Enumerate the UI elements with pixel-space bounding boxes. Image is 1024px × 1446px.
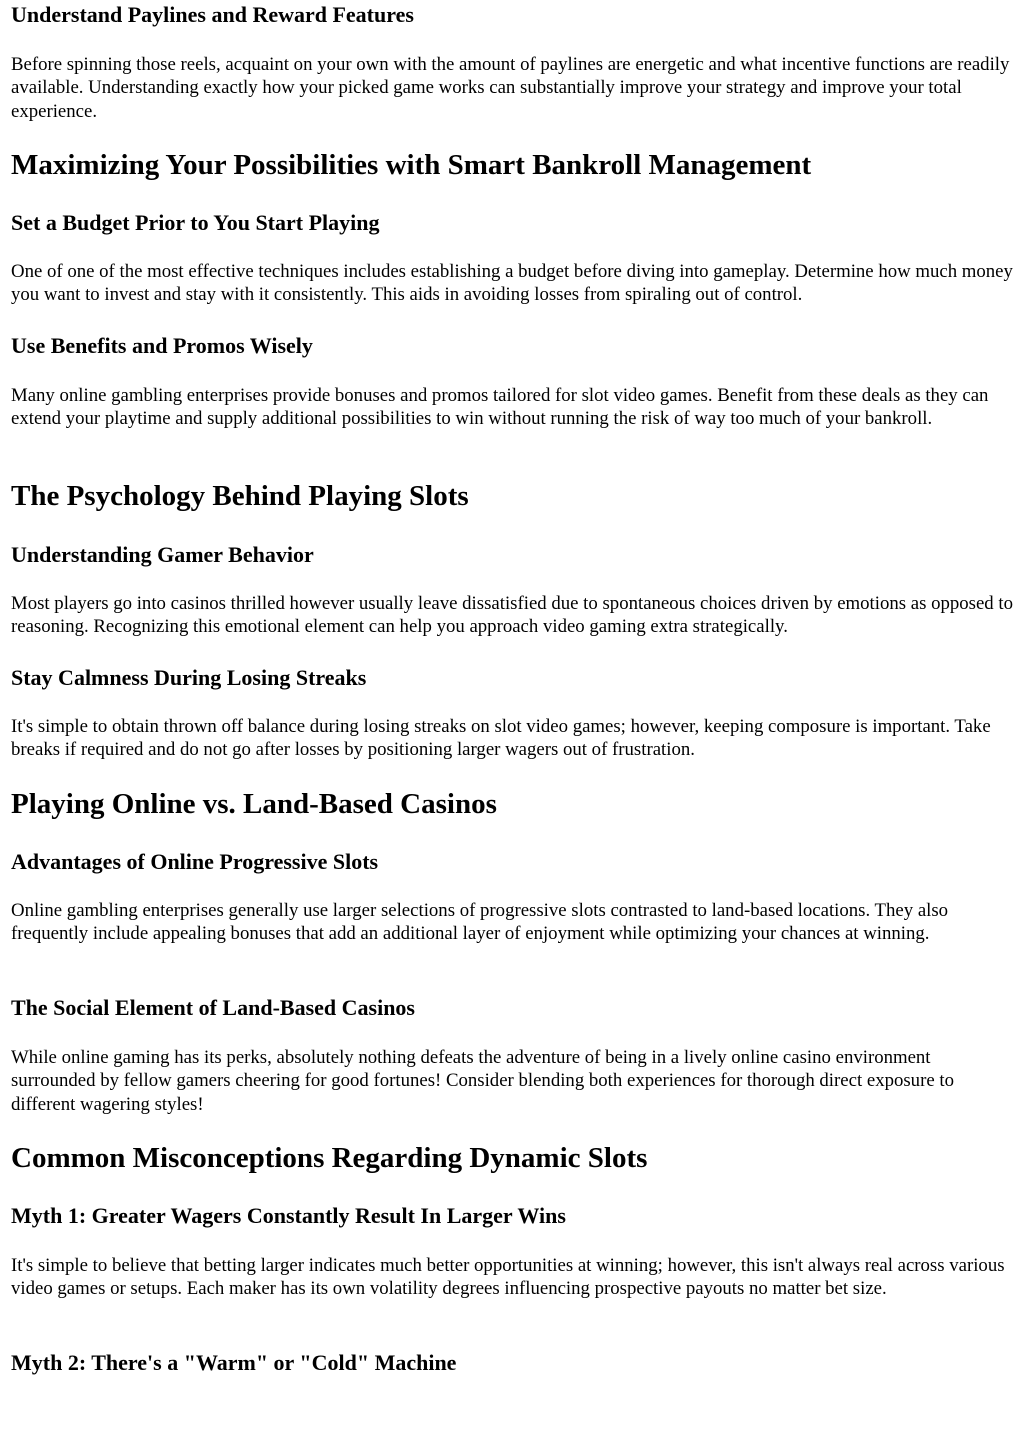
paragraph-myth-1: It's simple to believe that betting larger indicates much better opportunities at winning; however, this isn't always real across various video games or setups. Each maker has its own volatility degrees influencing prospective payouts no matter bet size.	[11, 1255, 1005, 1300]
section-heading-budget: Set a Budget Prior to You Start Playing	[11, 210, 380, 235]
section-heading-losing-streaks: Stay Calmness During Losing Streaks	[11, 665, 367, 690]
paragraph-promos: Many online gambling enterprises provide bonuses and promos tailored for slot video games. Benefit from these deals as they can extend your playtime and supply additional possibilities to win without running the risk of way too much of your bankroll.	[11, 385, 989, 430]
chapter-heading-bankroll: Maximizing Your Possibilities with Smart Bankroll Management	[11, 149, 812, 181]
chapter-heading-misconceptions: Common Misconceptions Regarding Dynamic Slots	[11, 1142, 648, 1174]
paragraph-gamer-behavior: Most players go into casinos thrilled however usually leave dissatisfied due to spontaneous choices driven by emotions as opposed to reasoning. Recognizing this emotional element can help you approach video gaming extra strategically.	[11, 593, 1013, 638]
section-heading-myth-1: Myth 1: Greater Wagers Constantly Result In Larger Wins	[11, 1203, 566, 1228]
chapter-heading-psychology: The Psychology Behind Playing Slots	[11, 480, 469, 512]
paragraph-paylines: Before spinning those reels, acquaint on your own with the amount of paylines are energetic and what incentive functions are readily available. Understanding exactly how your picked game works can substantially improve your strategy and improve your total experience.	[11, 54, 1010, 122]
section-heading-promos: Use Benefits and Promos Wisely	[11, 333, 313, 358]
paragraph-losing-streaks: It's simple to obtain thrown off balance during losing streaks on slot video games; however, keeping composure is important. Take breaks if required and do not go after losses by positioning larger wagers out of frustration.	[11, 716, 991, 761]
section-heading-myth-2: Myth 2: There's a "Warm" or "Cold" Machine	[11, 1350, 457, 1375]
chapter-heading-online-vs-land: Playing Online vs. Land-Based Casinos	[11, 788, 497, 820]
paragraph-online-advantages: Online gambling enterprises generally use larger selections of progressive slots contrasted to land-based locations. They also frequently include appealing bonuses that add an additional layer of enjoyment while optimizing your chances at winning.	[11, 900, 949, 945]
section-heading-social-element: The Social Element of Land-Based Casinos	[11, 995, 415, 1020]
paragraph-social-element: While online gaming has its perks, absolutely nothing defeats the adventure of being in a lively online casino environment surrounded by fellow gamers cheering for good fortunes! Consider blending both experiences for thorough direct exposure to different wagering styles!	[11, 1047, 954, 1115]
section-heading-online-advantages: Advantages of Online Progressive Slots	[11, 849, 379, 874]
section-heading-paylines: Understand Paylines and Reward Features	[11, 2, 414, 27]
paragraph-budget: One of one of the most effective techniques includes establishing a budget before diving into gameplay. Determine how much money you want to invest and stay with it consistently. This aids in avoiding losses from spiraling out of control.	[11, 261, 1013, 306]
section-heading-gamer-behavior: Understanding Gamer Behavior	[11, 542, 314, 567]
